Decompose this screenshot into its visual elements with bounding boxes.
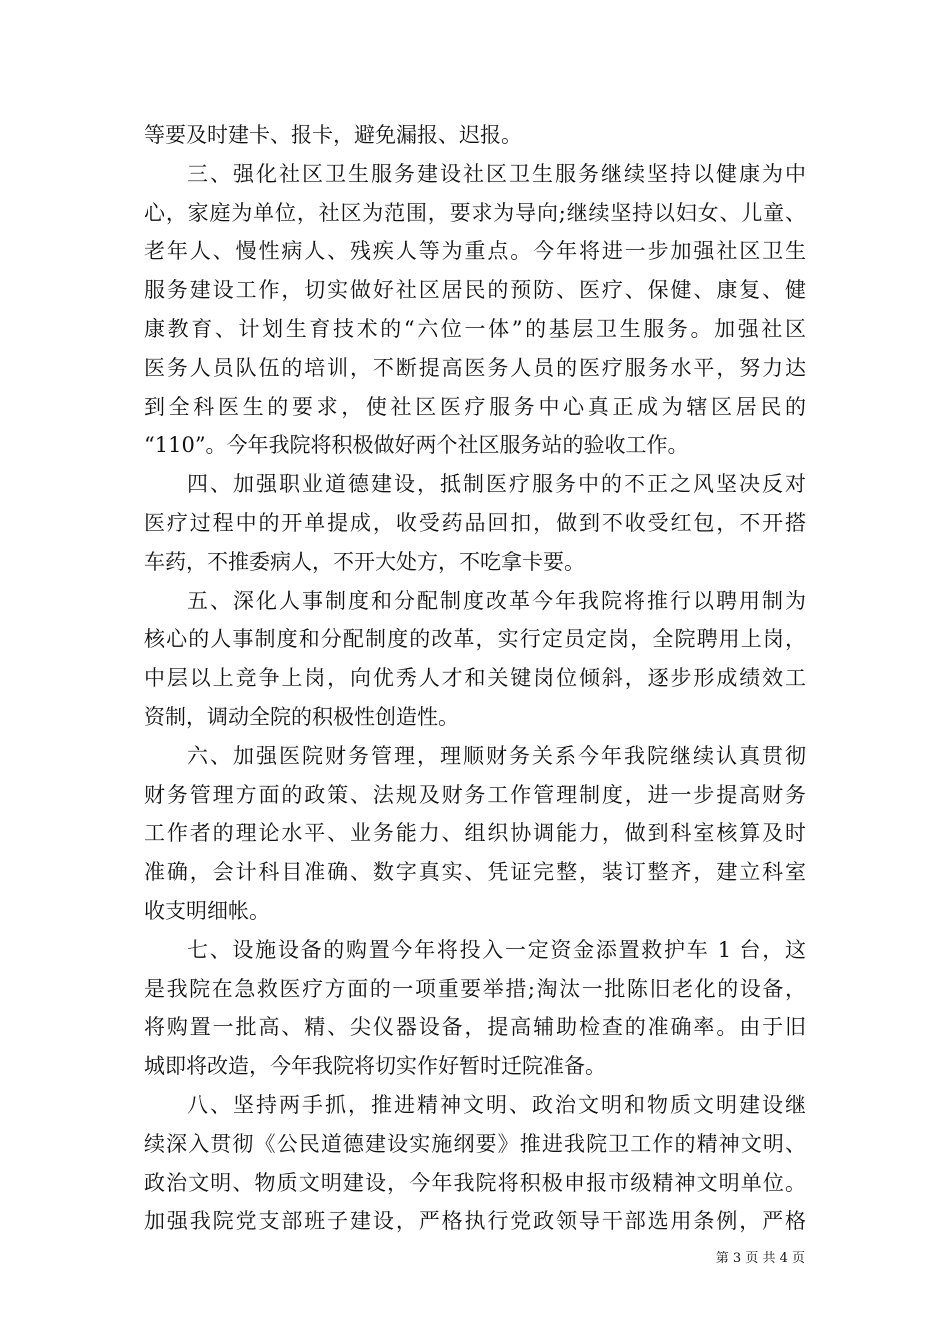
- paragraph-line: 康教育、计划生育技术的“六位一体”的基层卫生服务。加强社区: [144, 316, 806, 341]
- paragraph-first-line: 三、强化社区卫生服务建设社区卫生服务继续坚持以健康为中: [187, 161, 806, 186]
- paragraph-first-line: 七、设施设备的购置今年将投入一定资金添置救护车 1 台，这: [187, 937, 806, 962]
- paragraph-line: 中层以上竞争上岗，向优秀人才和关键岗位倾斜，逐步形成绩效工: [144, 666, 806, 691]
- paragraph-line: 老年人、慢性病人、残疾人等为重点。今年将进一步加强社区卫生: [144, 239, 806, 264]
- paragraph-line: 准确，会计科目准确、数字真实、凭证完整，装订整齐，建立科室: [144, 860, 806, 885]
- paragraph-line: 城即将改造，今年我院将切实作好暂时迁院准备。: [144, 1054, 606, 1079]
- page-number-footer: 第 3 页 共 4 页: [715, 1251, 805, 1266]
- paragraph-line: 到全科医生的要求，使社区医疗服务中心真正成为辖区居民的: [144, 394, 806, 419]
- paragraph-first-line: 四、加强职业道德建设，抵制医疗服务中的不正之风坚决反对: [187, 472, 806, 497]
- paragraph-line: 政治文明、物质文明建设，今年我院将积极申报市级精神文明单位。: [144, 1170, 806, 1195]
- paragraph-line: 车药，不推委病人，不开大处方，不吃拿卡要。: [144, 549, 585, 574]
- paragraph-line: 心，家庭为单位，社区为范围，要求为导向;继续坚持以妇女、儿童、: [144, 200, 806, 225]
- paragraph-line: 等要及时建卡、报卡，避免漏报、迟报。: [144, 123, 522, 147]
- paragraph-line: 是我院在急救医疗方面的一项重要举措;淘汰一批陈旧老化的设备，: [144, 976, 806, 1001]
- paragraph-line: 工作者的理论水平、业务能力、组织协调能力，做到科室核算及时: [144, 821, 806, 846]
- paragraph-first-line: 八、坚持两手抓，推进精神文明、政治文明和物质文明建设继: [187, 1092, 806, 1117]
- paragraph-line: 续深入贯彻《公民道德建设实施纲要》推进我院卫工作的精神文明、: [144, 1131, 806, 1156]
- paragraph-first-line: 五、深化人事制度和分配制度改革今年我院将推行以聘用制为: [187, 588, 806, 613]
- paragraph-line: 资制，调动全院的积极性创造性。: [144, 704, 459, 729]
- paragraph-line: 财务管理方面的政策、法规及财务工作管理制度，进一步提高财务: [144, 782, 806, 807]
- paragraph-line: “110”。今年我院将积极做好两个社区服务站的验收工作。: [144, 433, 689, 458]
- paragraph-line: 医务人员队伍的培训，不断提高医务人员的医疗服务水平，努力达: [144, 355, 806, 380]
- paragraph-line: 服务建设工作，切实做好社区居民的预防、医疗、保健、康复、健: [144, 278, 806, 303]
- paragraph-line: 医疗过程中的开单提成，收受药品回扣，做到不收受红包，不开搭: [144, 510, 806, 535]
- paragraph-line: 加强我院党支部班子建设，严格执行党政领导干部选用条例，严格: [144, 1209, 806, 1234]
- paragraph-line: 将购置一批高、精、尖仪器设备，提高辅助检查的准确率。由于旧: [144, 1015, 806, 1040]
- document-body: [144, 116, 806, 1241]
- paragraph-first-line: 六、加强医院财务管理，理顺财务关系今年我院继续认真贯彻: [187, 743, 806, 768]
- paragraph-line: 核心的人事制度和分配制度的改革，实行定员定岗，全院聘用上岗，: [144, 627, 806, 652]
- paragraph-line: 收支明细帐。: [144, 898, 270, 923]
